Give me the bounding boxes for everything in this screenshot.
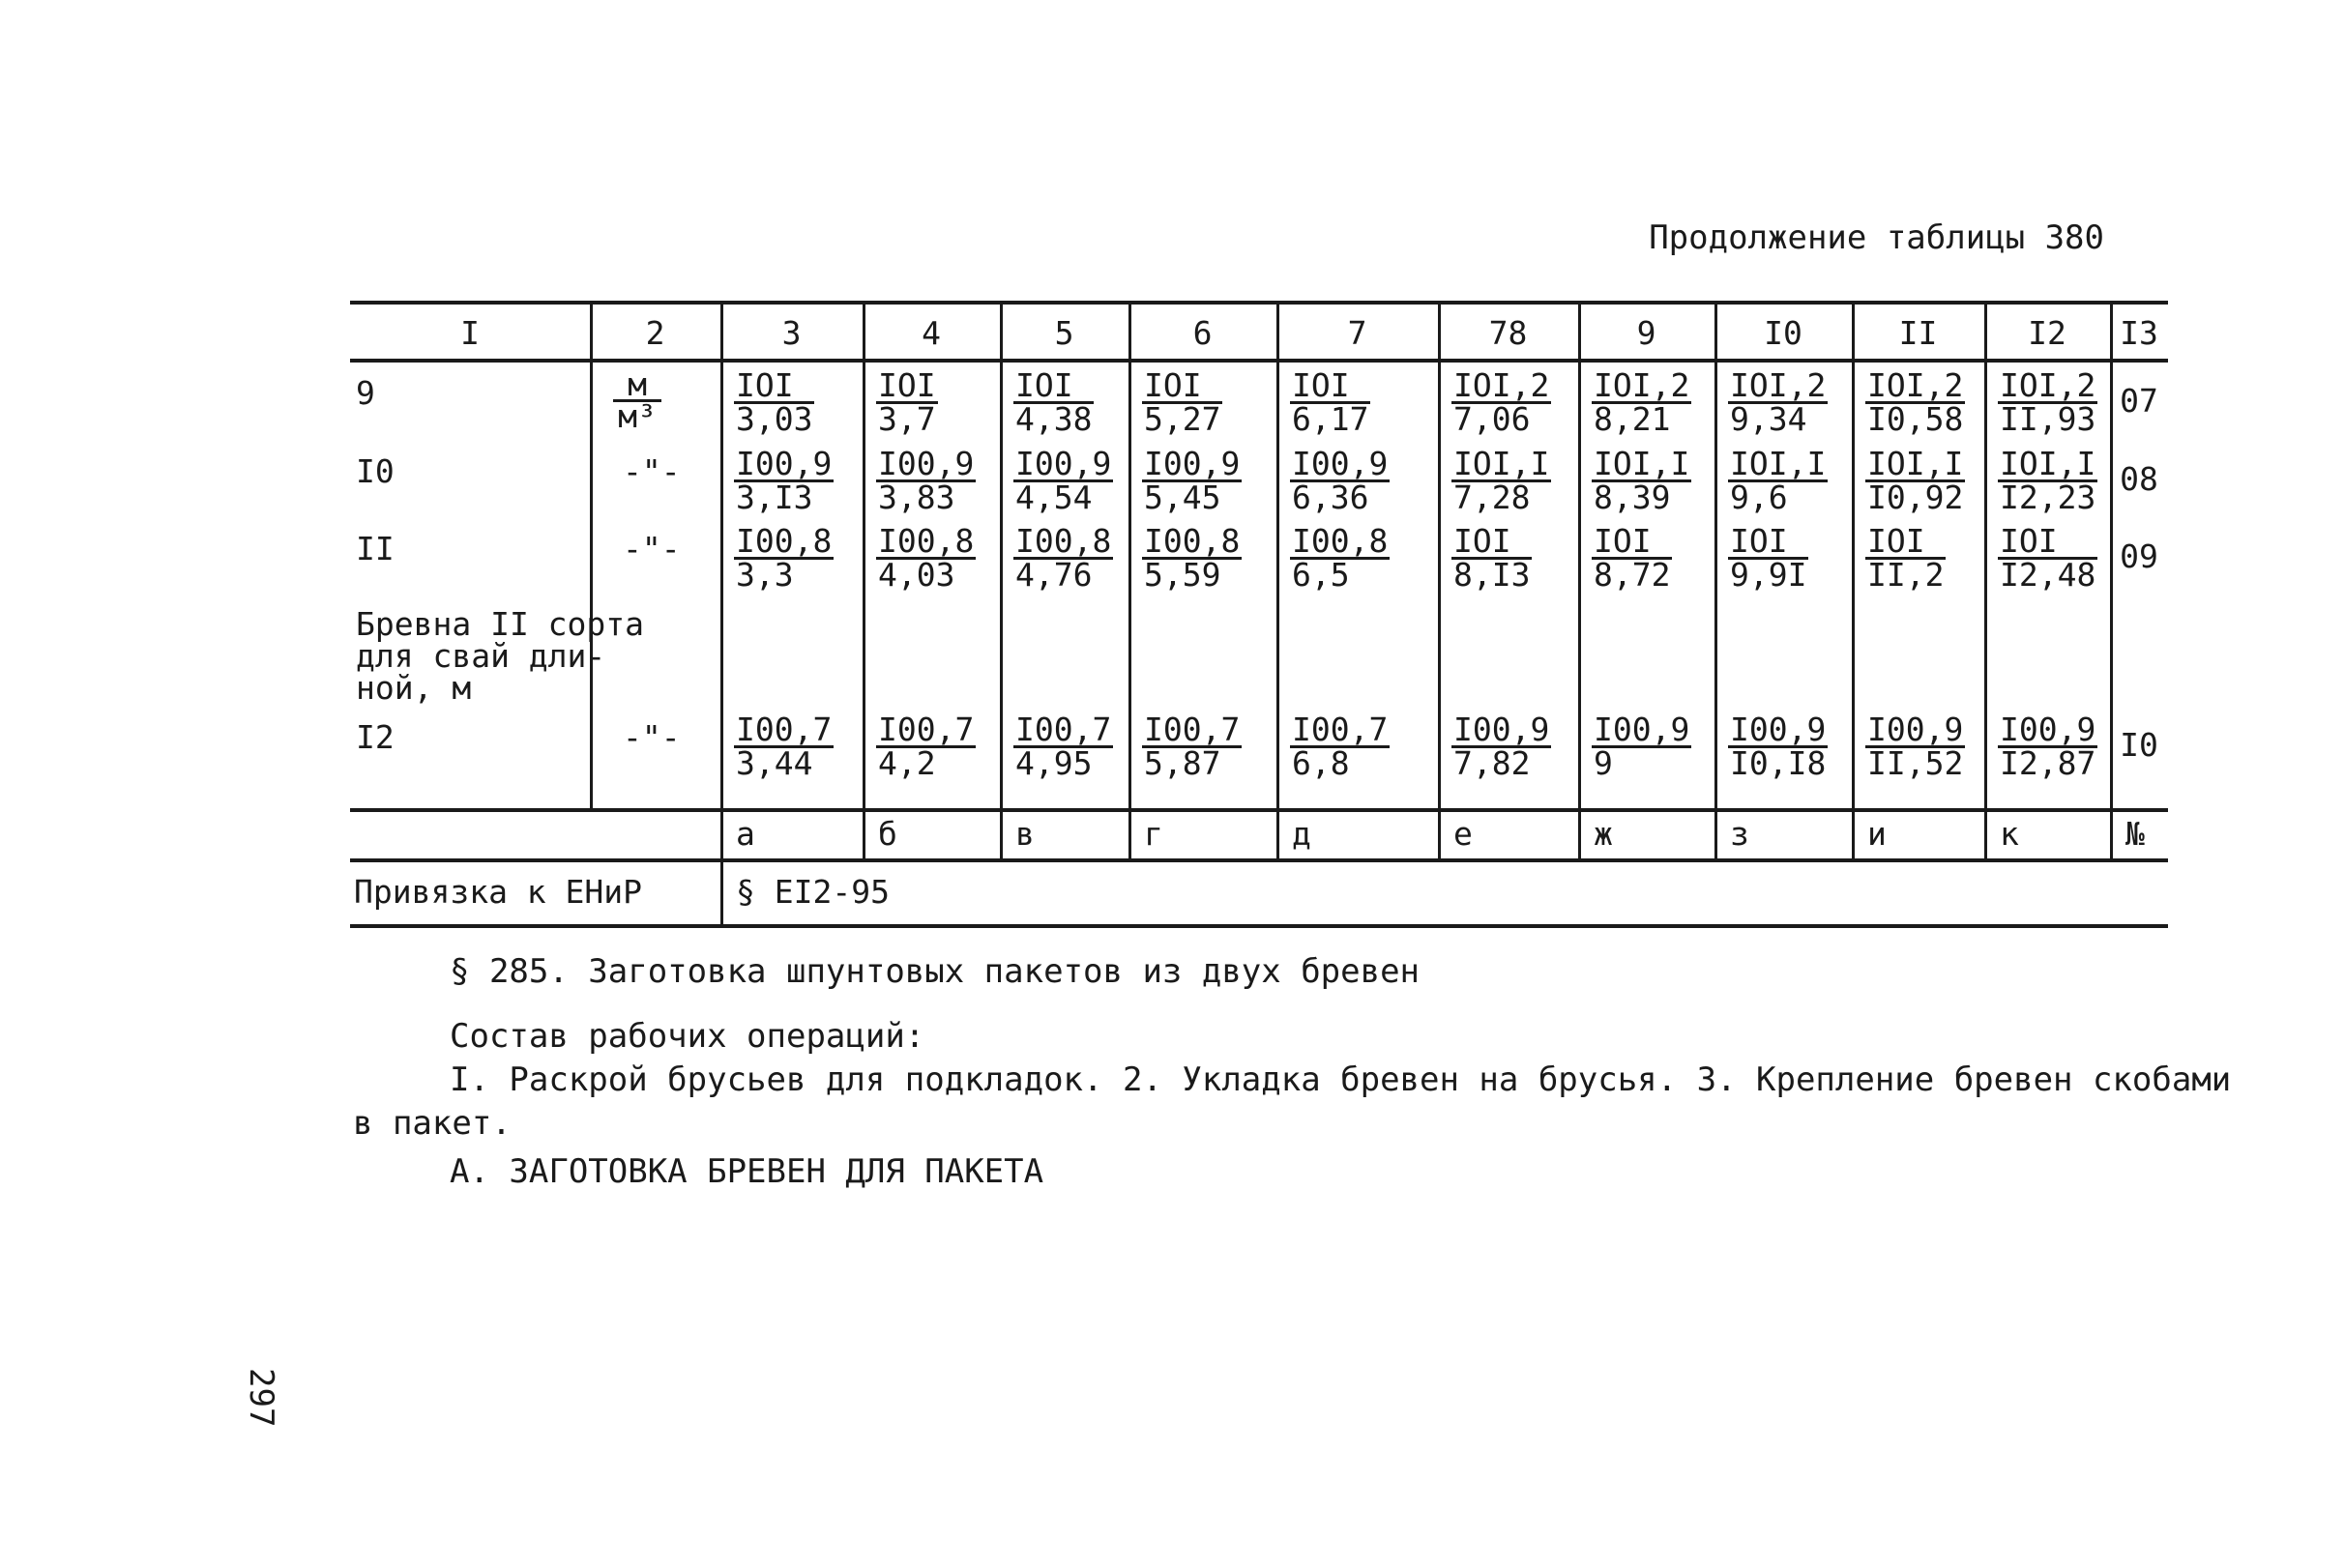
letter-code: ж <box>1594 815 1613 853</box>
fraction-numerator: IOI,I <box>2000 445 2096 482</box>
letter-code: е <box>1453 815 1473 853</box>
value-fraction <box>1013 522 1113 594</box>
letter-code: в <box>1015 815 1035 853</box>
fraction-denominator: 3,44 <box>736 744 813 782</box>
column-header: 6 <box>1192 314 1213 352</box>
value-fraction <box>876 445 976 516</box>
column-header: I0 <box>1764 314 1802 352</box>
fraction-numerator: IOI <box>1998 526 2097 560</box>
letter-code: д <box>1292 815 1311 853</box>
letter-code: г <box>1144 815 1163 853</box>
fraction-denominator: II,52 <box>1867 744 1964 782</box>
fraction-numerator: I00,9 <box>2000 711 2096 748</box>
ops-line-2: в пакет. <box>353 1104 512 1143</box>
fraction-denominator: 4,76 <box>1015 556 1093 594</box>
section-label: Бревна II сорта <box>356 605 645 643</box>
value-fraction <box>1865 366 1965 438</box>
fraction-numerator: IOI <box>1728 526 1808 560</box>
fraction-numerator: IOI,2 <box>1730 366 1827 404</box>
fraction-denominator: 6,17 <box>1292 400 1369 438</box>
binding-value: § EI2-95 <box>736 873 890 911</box>
value-fraction <box>1142 445 1242 516</box>
fraction-denominator: 6,36 <box>1292 479 1369 516</box>
fraction-numerator: I00,8 <box>1144 522 1241 560</box>
value-fraction <box>876 711 976 782</box>
section-label: для свай дли- <box>356 637 606 675</box>
column-header: 78 <box>1488 314 1528 352</box>
rule-top <box>350 301 2168 305</box>
value-fraction <box>1451 445 1551 516</box>
fraction-denominator: II,2 <box>1867 556 1945 594</box>
column-header: II <box>1898 314 1938 352</box>
column-divider <box>1984 301 1987 858</box>
column-divider <box>863 301 865 858</box>
fraction-denominator: 7,06 <box>1453 400 1531 438</box>
fraction-denominator: 5,59 <box>1144 556 1221 594</box>
fraction-numerator: I00,7 <box>736 711 833 748</box>
fraction-denominator: I2,87 <box>2000 744 2096 782</box>
column-divider <box>1276 301 1279 858</box>
ops-line-1: I. Раскрой брусьев для подкладок. 2. Укладка бревен на брусья. 3. Крепление бревен скобами <box>450 1060 2232 1099</box>
fraction-numerator: IOI <box>1865 526 1946 560</box>
fraction-denominator: 4,95 <box>1015 744 1093 782</box>
fraction-numerator: IOI,2 <box>1867 366 1964 404</box>
value-fraction <box>876 522 976 594</box>
fraction-denominator: 8,21 <box>1594 400 1671 438</box>
fraction-numerator: I00,7 <box>1015 711 1112 748</box>
letter-code: з <box>1730 815 1749 853</box>
value-fraction <box>1290 711 1390 782</box>
column-divider <box>1000 301 1003 858</box>
value-fraction <box>1728 366 1828 438</box>
fraction-numerator: I00,7 <box>878 711 975 748</box>
fraction-numerator: I00,9 <box>1594 711 1690 748</box>
fraction-denominator: 3,7 <box>878 400 936 438</box>
row-code: I0 <box>2120 726 2158 764</box>
fraction-denominator: 5,45 <box>1144 479 1221 516</box>
fraction-numerator: IOI <box>1013 370 1094 404</box>
letter-code: и <box>1867 815 1887 853</box>
column-header: I3 <box>2120 314 2158 352</box>
fraction-numerator: IOI <box>878 366 936 404</box>
column-header: 9 <box>1636 314 1656 352</box>
subsection-title: А. ЗАГОТОВКА БРЕВЕН ДЛЯ ПАКЕТА <box>450 1152 1044 1191</box>
ops-title: Состав рабочих операций: <box>450 1017 925 1056</box>
fraction-numerator: I00,9 <box>1015 445 1112 482</box>
row-label: I2 <box>356 718 395 756</box>
fraction-numerator: I00,7 <box>1144 711 1241 748</box>
column-divider <box>720 301 723 858</box>
row-code: 08 <box>2120 460 2158 498</box>
fraction-denominator: I0,I8 <box>1730 744 1827 782</box>
row-code: 09 <box>2120 537 2158 575</box>
fraction-denominator: I0,92 <box>1867 479 1964 516</box>
fraction-numerator: I00,8 <box>1292 522 1389 560</box>
value-fraction <box>876 366 938 438</box>
binding-label: Привязка к ЕНиР <box>354 873 643 911</box>
fraction-denominator: 7,28 <box>1453 479 1531 516</box>
fraction-numerator: IOI <box>1592 526 1672 560</box>
column-divider <box>1578 301 1581 858</box>
value-fraction <box>1290 366 1370 438</box>
fraction-denominator: 9,9I <box>1730 556 1807 594</box>
column-header: 4 <box>922 314 941 352</box>
fraction-denominator: 9,6 <box>1730 479 1788 516</box>
row-label: II <box>356 530 395 567</box>
fraction-numerator: I00,9 <box>1292 445 1389 482</box>
value-fraction <box>1592 711 1691 782</box>
fraction-numerator: I00,8 <box>736 522 833 560</box>
rule-header <box>350 359 2168 363</box>
section-label: ной, м <box>356 669 472 707</box>
row-code: 07 <box>2120 382 2158 420</box>
value-fraction <box>734 366 814 438</box>
row-label: 9 <box>356 374 375 412</box>
value-fraction <box>734 445 834 516</box>
fraction-numerator: I00,9 <box>1144 445 1241 482</box>
column-divider <box>1128 301 1131 858</box>
value-fraction <box>1592 522 1672 594</box>
value-fraction <box>1592 366 1691 438</box>
fraction-denominator: 3,03 <box>736 400 813 438</box>
fraction-denominator: 8,I3 <box>1453 556 1531 594</box>
fraction-denominator: 8,39 <box>1594 479 1671 516</box>
value-fraction <box>1451 522 1532 594</box>
column-header: 5 <box>1054 314 1074 352</box>
fraction-denominator: 7,82 <box>1453 744 1531 782</box>
column-divider <box>1852 301 1855 858</box>
fraction-denominator: 8,72 <box>1594 556 1671 594</box>
value-fraction <box>1865 711 1965 782</box>
fraction-denominator: II,93 <box>2000 400 2096 438</box>
fraction-numerator: I00,8 <box>1015 522 1112 560</box>
value-fraction <box>1998 366 2097 438</box>
fraction-numerator: IOI,2 <box>2000 366 2096 404</box>
column-divider <box>720 858 723 924</box>
letter-code: к <box>2000 815 2019 853</box>
column-divider <box>1438 301 1441 858</box>
letter-code: б <box>878 815 897 853</box>
value-fraction <box>1998 445 2097 516</box>
fraction-denominator: I0,58 <box>1867 400 1964 438</box>
fraction-numerator: IOI <box>1451 526 1532 560</box>
section-title: § 285. Заготовка шпунтовых пакетов из двух бревен <box>450 952 1421 991</box>
unit-fraction <box>613 365 661 435</box>
fraction-denominator: 4,2 <box>878 744 936 782</box>
fraction-numerator: IOI,2 <box>1453 366 1550 404</box>
unit-denominator: м³ <box>618 397 657 435</box>
value-fraction <box>1728 522 1808 594</box>
fraction-numerator: IOI,I <box>1594 445 1690 482</box>
rule-data-bottom <box>350 808 2168 812</box>
fraction-numerator: IOI <box>1290 370 1370 404</box>
fraction-numerator: IOI,I <box>1867 445 1964 482</box>
fraction-denominator: 5,27 <box>1144 400 1221 438</box>
fraction-numerator: IOI,I <box>1453 445 1550 482</box>
value-fraction <box>1013 711 1113 782</box>
unit-ditto: -"- <box>623 452 681 490</box>
fraction-denominator: 4,38 <box>1015 400 1093 438</box>
column-divider <box>590 301 593 808</box>
fraction-denominator: 9 <box>1594 744 1613 782</box>
fraction-numerator: IOI,2 <box>1594 366 1690 404</box>
value-fraction <box>734 522 834 594</box>
value-fraction <box>1728 711 1828 782</box>
page-number: 297 <box>242 1368 280 1428</box>
row-label: I0 <box>356 452 395 490</box>
value-fraction <box>1728 445 1828 516</box>
fraction-denominator: 9,34 <box>1730 400 1807 438</box>
fraction-denominator: I2,48 <box>2000 556 2096 594</box>
value-fraction <box>734 711 834 782</box>
fraction-numerator: I00,7 <box>1292 711 1389 748</box>
value-fraction <box>1865 445 1965 516</box>
value-fraction <box>1998 711 2097 782</box>
value-fraction <box>1013 366 1094 438</box>
fraction-numerator: IOI <box>1142 370 1222 404</box>
value-fraction <box>1451 711 1551 782</box>
fraction-denominator: 6,8 <box>1292 744 1350 782</box>
fraction-numerator: I00,9 <box>1453 711 1550 748</box>
fraction-denominator: I2,23 <box>2000 479 2096 516</box>
column-header: I2 <box>2028 314 2066 352</box>
fraction-numerator: IOI,I <box>1730 445 1827 482</box>
value-fraction <box>1142 522 1242 594</box>
column-header: 2 <box>645 314 665 352</box>
fraction-numerator: I00,9 <box>1730 711 1827 748</box>
fraction-denominator: 3,I3 <box>736 479 813 516</box>
fraction-denominator: 3,83 <box>878 479 955 516</box>
value-fraction <box>1592 445 1691 516</box>
fraction-numerator: IOI <box>734 370 814 404</box>
value-fraction <box>1998 522 2097 594</box>
table-caption: Продолжение таблицы 380 <box>1649 218 2104 257</box>
fraction-numerator: I00,9 <box>736 445 833 482</box>
fraction-denominator: 4,03 <box>878 556 955 594</box>
value-fraction <box>1290 445 1390 516</box>
value-fraction <box>1013 445 1113 516</box>
fraction-denominator: 5,87 <box>1144 744 1221 782</box>
value-fraction <box>1142 711 1242 782</box>
rule-letters-bottom <box>350 858 2168 862</box>
fraction-denominator: 6,5 <box>1292 556 1350 594</box>
unit-ditto: -"- <box>623 718 681 756</box>
unit-numerator: м <box>613 370 661 402</box>
column-divider <box>1714 301 1717 858</box>
column-header: 3 <box>781 314 802 352</box>
fraction-numerator: I00,8 <box>878 522 975 560</box>
fraction-numerator: I00,9 <box>878 445 975 482</box>
value-fraction <box>1865 522 1946 594</box>
letter-code: а <box>736 815 755 853</box>
column-header: 7 <box>1347 314 1367 352</box>
fraction-numerator: I00,9 <box>1867 711 1964 748</box>
value-fraction <box>1142 366 1222 438</box>
letter-code: № <box>2125 815 2145 853</box>
rule-bottom <box>350 924 2168 928</box>
column-header: I <box>460 314 480 352</box>
fraction-denominator: 3,3 <box>736 556 794 594</box>
value-fraction <box>1290 522 1390 594</box>
value-fraction <box>1451 366 1551 438</box>
fraction-denominator: 4,54 <box>1015 479 1093 516</box>
unit-ditto: -"- <box>623 530 681 567</box>
